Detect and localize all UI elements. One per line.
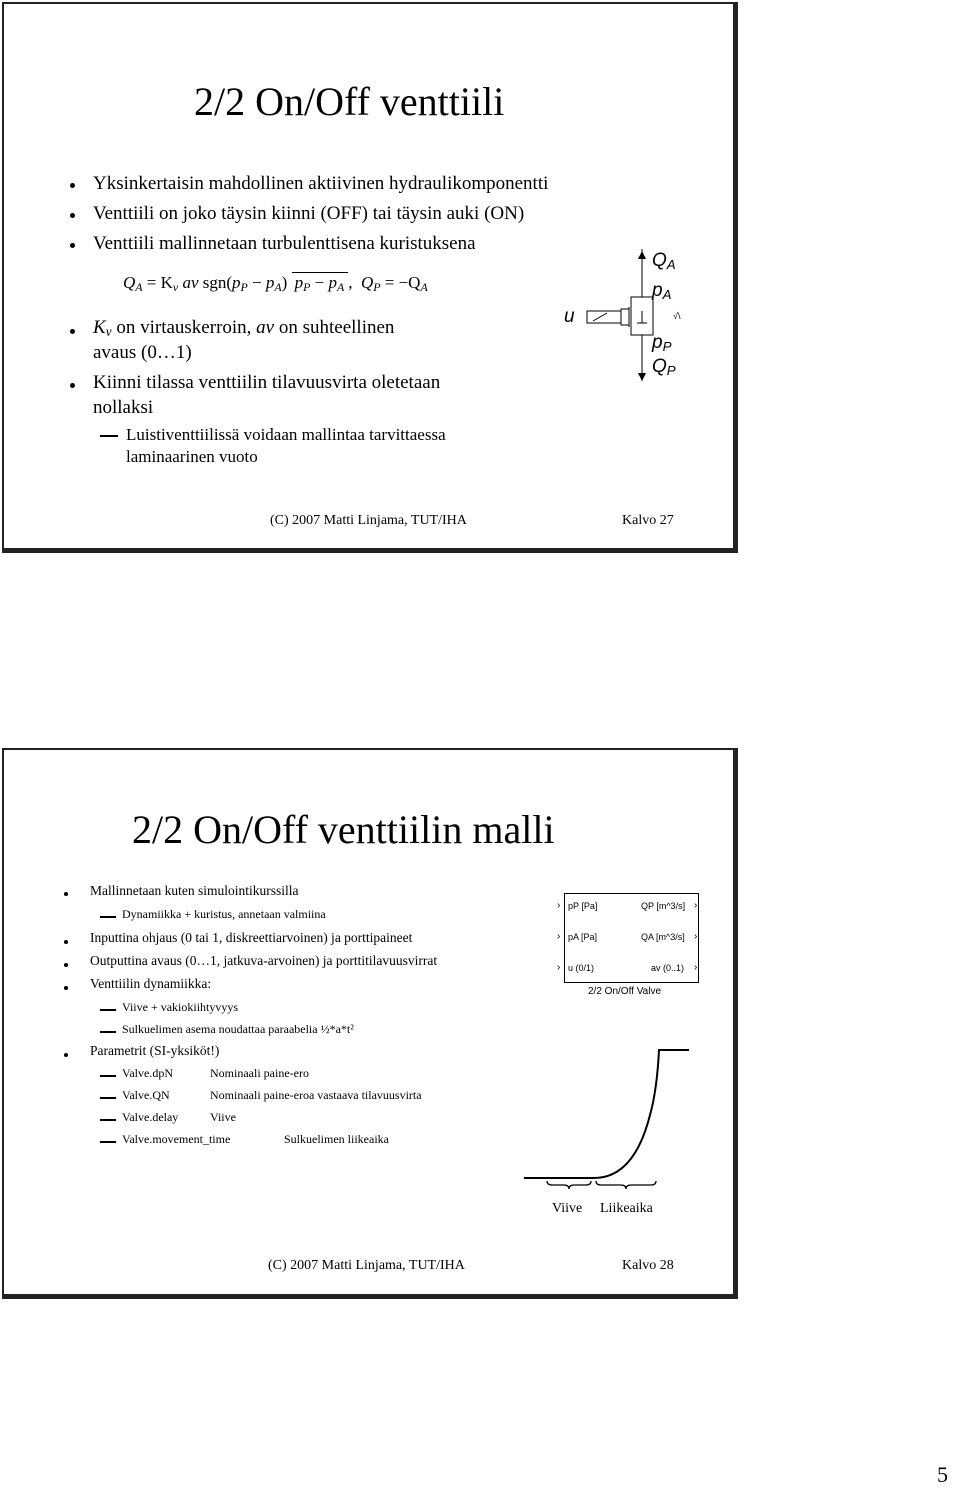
bullet-dot [70, 243, 75, 248]
bullet-text: avaus (0…1) [93, 342, 192, 363]
bullet-dot [70, 329, 75, 334]
bullet-dot [70, 213, 75, 218]
graph-label-delay: Viive [552, 1201, 583, 1216]
param-name: Valve.delay [122, 1110, 179, 1124]
input-arrow-icon: › [557, 900, 561, 911]
page-number: 5 [937, 1462, 948, 1487]
symbol-qa: $Q_A$ [652, 250, 676, 272]
param-desc: Viive [210, 1110, 236, 1124]
flow-equation: $Q_A = K_v$ av $sgn(p_P - p_A) p_P - p_A$ , $Q_P = -Q_A$ [123, 273, 428, 294]
slide-title: 2/2 On/Off venttiili [194, 79, 505, 124]
sub-bullet-text: Dynamiikka + kuristus, annetaan valmiina [122, 907, 326, 921]
slide-number: Kalvo 27 [622, 513, 674, 528]
slide-27 [2, 2, 738, 553]
slide-28 [2, 748, 738, 1299]
sub-bullet-dash [100, 1097, 116, 1099]
param-desc: Nominaali paine-ero [210, 1066, 309, 1080]
slide-footer: (C) 2007 Matti Linjama, TUT/IHA [268, 1258, 465, 1273]
input-arrow-icon: › [557, 931, 561, 942]
bullet-text: Venttiili on joko täysin kiinni (OFF) tai täysin auki (ON) [93, 203, 525, 224]
sub-bullet-dash [100, 1141, 116, 1143]
slide-number: Kalvo 28 [622, 1258, 674, 1273]
port-label: QA [m^3/s] [641, 932, 685, 942]
graph-label-movement: Liikeaika [600, 1201, 653, 1216]
bullet-text: Inputtina ohjaus (0 tai 1, diskreettiarvoinen) ja porttipaineet [90, 930, 413, 945]
symbol-pp: $p_P$ [652, 332, 672, 354]
svg-text:√\: √\ [673, 311, 681, 321]
port-label: pA [Pa] [568, 932, 598, 942]
output-arrow-icon: › [694, 900, 698, 911]
bullet-dot [64, 986, 68, 990]
sub-bullet-text: laminaarinen vuoto [126, 447, 258, 466]
bullet-text: Parametrit (SI-yksiköt!) [90, 1043, 220, 1058]
param-name: Valve.QN [122, 1088, 170, 1102]
bullet-dot [70, 383, 75, 388]
output-arrow-icon: › [694, 931, 698, 942]
output-arrow-icon: › [694, 962, 698, 973]
bullet-dot [64, 892, 68, 896]
bullet-dot [64, 963, 68, 967]
slide-footer: (C) 2007 Matti Linjama, TUT/IHA [270, 513, 467, 528]
param-desc: Sulkuelimen liikeaika [284, 1132, 389, 1146]
param-name: Valve.movement_time [122, 1132, 231, 1146]
sub-bullet-dash [100, 1009, 116, 1011]
sub-bullet-text: Viive + vakiokiihtyvyys [122, 1000, 239, 1014]
opening-curve-graph [514, 1035, 694, 1205]
bullet-text: Mallinnetaan kuten simulointikurssilla [90, 883, 299, 898]
param-desc: Nominaali paine-eroa vastaava tilavuusvirta [210, 1088, 422, 1102]
sub-bullet-dash [100, 435, 118, 437]
sub-bullet-dash [100, 1031, 116, 1033]
sub-bullet-text: Sulkuelimen asema noudattaa paraabelia ½*a*t² [122, 1022, 354, 1036]
bullet-dot [64, 1053, 68, 1057]
port-label: av (0..1) [651, 963, 685, 973]
symbol-pa: $p_A$ [652, 280, 672, 302]
sub-bullet-text: Luistiventtiilissä voidaan mallintaa tarvittaessa [126, 425, 446, 444]
port-label: QP [m^3/s] [641, 901, 686, 911]
bullet-kv: $K_v$ on virtauskerroin, av on suhteellinen [93, 317, 395, 339]
input-arrow-icon: › [557, 962, 561, 973]
param-name: Valve.dpN [122, 1066, 173, 1080]
bullet-text: Yksinkertaisin mahdollinen aktiivinen hydraulikomponentti [93, 173, 549, 194]
slide-title: 2/2 On/Off venttiilin malli [132, 807, 555, 852]
bullet-text: nollaksi [93, 397, 154, 418]
bullet-text: Venttiilin dynamiikka: [90, 976, 212, 991]
bullet-dot [70, 183, 75, 188]
bullet-dot [64, 940, 68, 944]
sub-bullet-dash [100, 1075, 116, 1077]
bullet-text: Kiinni tilassa venttiilin tilavuusvirta oletetaan [93, 372, 441, 393]
sqrt-sign: $p_P - p_A$ [292, 272, 349, 295]
bullet-text: Outputtina avaus (0…1, jatkuva-arvoinen) ja porttitilavuusvirrat [90, 953, 438, 968]
sub-bullet-dash [100, 916, 116, 918]
symbol-qp: $Q_P$ [652, 356, 676, 378]
symbol-u: u [564, 306, 575, 327]
port-label: pP [Pa] [568, 901, 598, 911]
sub-bullet-dash [100, 1119, 116, 1121]
port-label: u (0/1) [568, 963, 595, 973]
bullet-text: Venttiili mallinnetaan turbulenttisena kuristuksena [93, 233, 476, 254]
block-caption: 2/2 On/Off Valve [588, 986, 662, 997]
